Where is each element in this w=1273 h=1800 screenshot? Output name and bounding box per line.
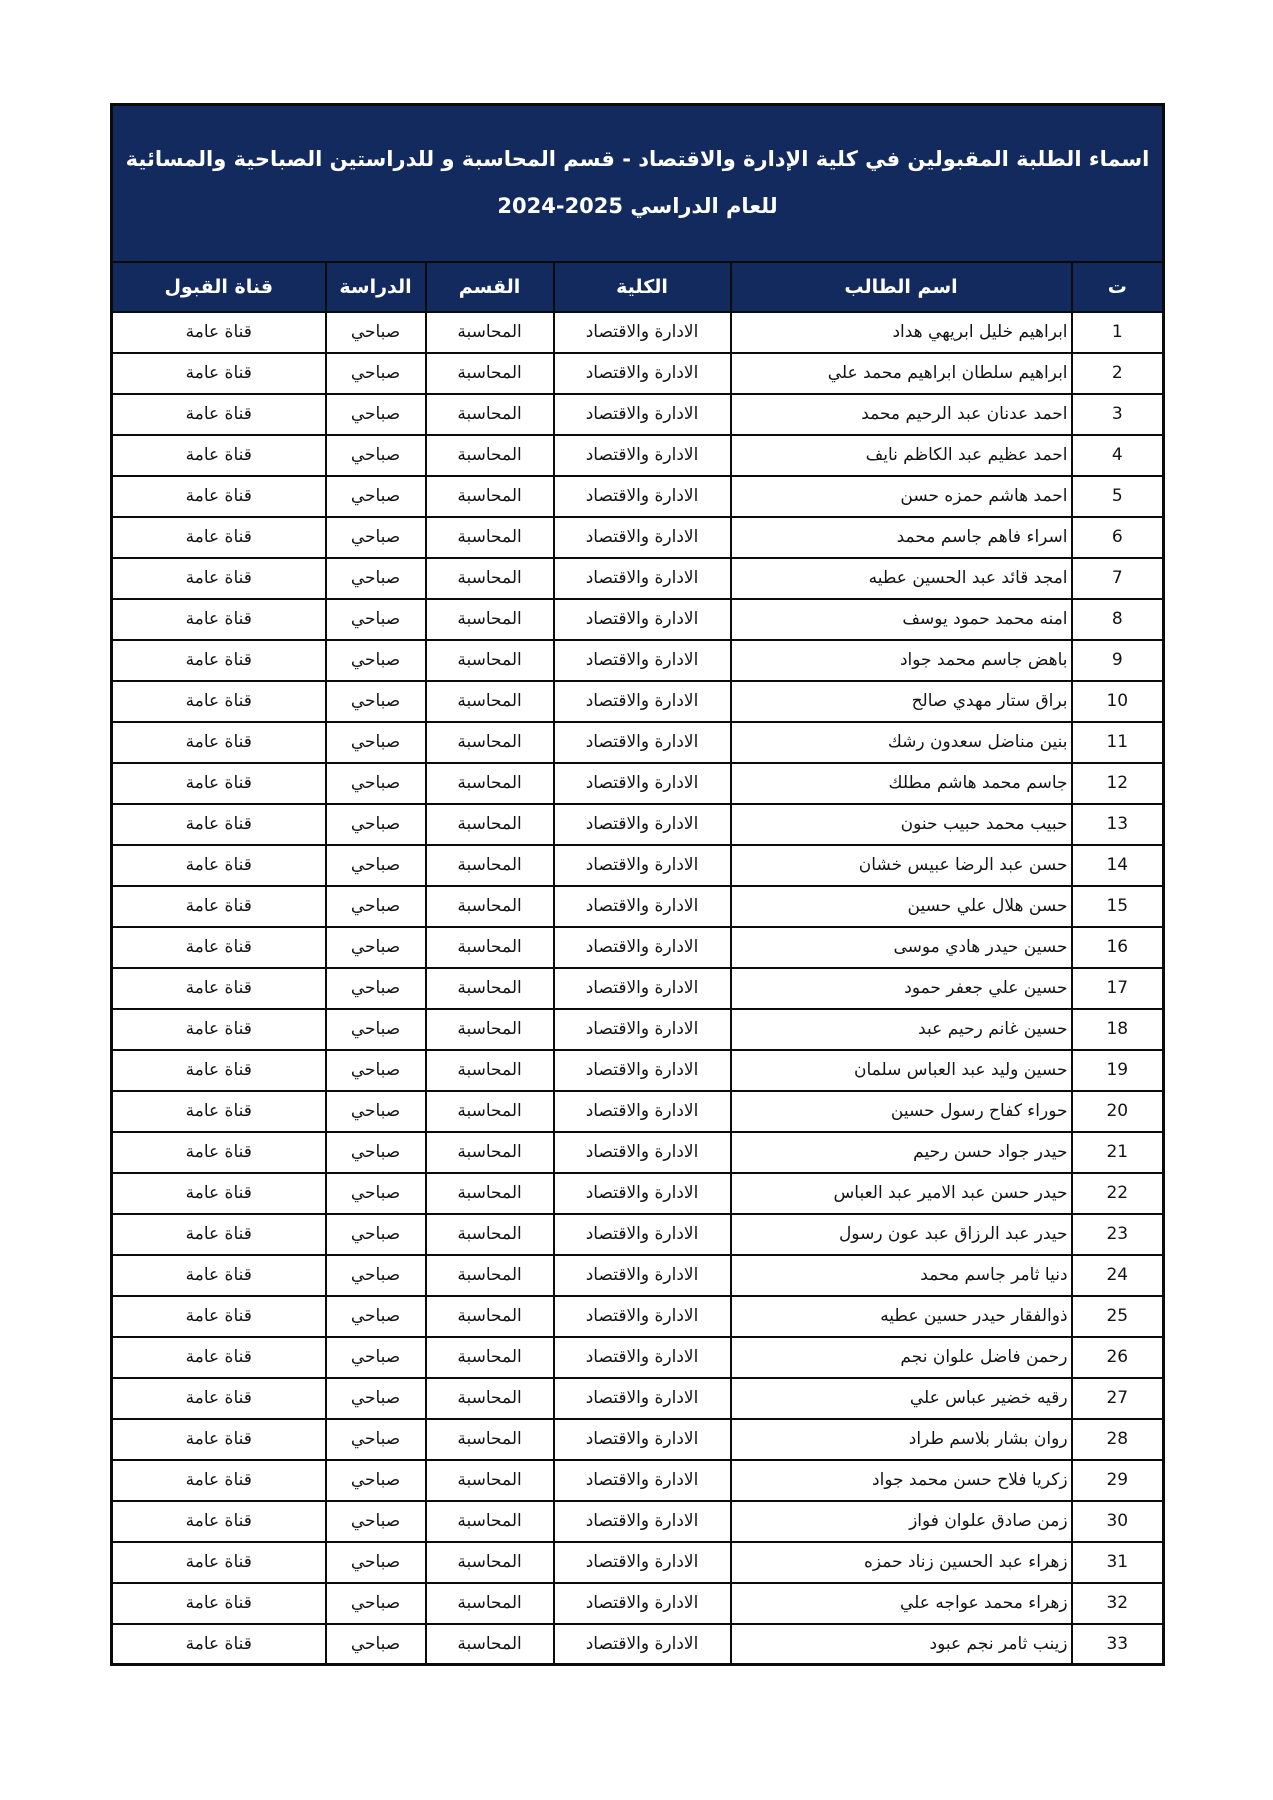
cell-department: المحاسبة (426, 394, 554, 435)
cell-department: المحاسبة (426, 927, 554, 968)
cell-college: الادارة والاقتصاد (554, 599, 731, 640)
cell-number: 13 (1072, 804, 1164, 845)
cell-college: الادارة والاقتصاد (554, 722, 731, 763)
cell-student-name: حسن عبد الرضا عبيس خشان (731, 845, 1072, 886)
cell-student-name: روان بشار بلاسم طراد (731, 1419, 1072, 1460)
cell-study: صباحي (326, 1050, 426, 1091)
table-row (112, 517, 1164, 558)
table-row (112, 312, 1164, 353)
table-row (112, 1542, 1164, 1583)
cell-number: 32 (1072, 1583, 1164, 1624)
cell-college: الادارة والاقتصاد (554, 681, 731, 722)
cell-admission-channel: قناة عامة (112, 476, 326, 517)
cell-study: صباحي (326, 1460, 426, 1501)
table-row (112, 1296, 1164, 1337)
cell-admission-channel: قناة عامة (112, 1091, 326, 1132)
table-row (112, 1132, 1164, 1173)
table-row (112, 1050, 1164, 1091)
cell-student-name: زهراء محمد عواجه علي (731, 1583, 1072, 1624)
cell-admission-channel: قناة عامة (112, 1542, 326, 1583)
cell-admission-channel: قناة عامة (112, 1583, 326, 1624)
cell-admission-channel: قناة عامة (112, 1624, 326, 1665)
cell-student-name: امنه محمد حمود يوسف (731, 599, 1072, 640)
cell-college: الادارة والاقتصاد (554, 1378, 731, 1419)
cell-college: الادارة والاقتصاد (554, 394, 731, 435)
column-header-college: الكلية (554, 262, 731, 312)
cell-study: صباحي (326, 1419, 426, 1460)
cell-department: المحاسبة (426, 435, 554, 476)
cell-number: 1 (1072, 312, 1164, 353)
cell-study: صباحي (326, 845, 426, 886)
table-row (112, 804, 1164, 845)
table-row (112, 927, 1164, 968)
cell-number: 7 (1072, 558, 1164, 599)
cell-admission-channel: قناة عامة (112, 1337, 326, 1378)
cell-number: 22 (1072, 1173, 1164, 1214)
cell-study: صباحي (326, 1091, 426, 1132)
table-row (112, 1255, 1164, 1296)
cell-department: المحاسبة (426, 599, 554, 640)
table-row (112, 1419, 1164, 1460)
cell-student-name: حسين حيدر هادي موسى (731, 927, 1072, 968)
cell-admission-channel: قناة عامة (112, 681, 326, 722)
cell-study: صباحي (326, 1337, 426, 1378)
cell-number: 9 (1072, 640, 1164, 681)
cell-department: المحاسبة (426, 1296, 554, 1337)
cell-study: صباحي (326, 681, 426, 722)
cell-department: المحاسبة (426, 1583, 554, 1624)
cell-college: الادارة والاقتصاد (554, 1624, 731, 1665)
column-header-name: اسم الطالب (731, 262, 1072, 312)
page-title-line-2: للعام الدراسي 2025-2024 (497, 194, 778, 219)
cell-number: 31 (1072, 1542, 1164, 1583)
cell-student-name: زكريا فلاح حسن محمد جواد (731, 1460, 1072, 1501)
cell-admission-channel: قناة عامة (112, 845, 326, 886)
cell-department: المحاسبة (426, 1337, 554, 1378)
column-header-study: الدراسة (326, 262, 426, 312)
table-row (112, 845, 1164, 886)
cell-admission-channel: قناة عامة (112, 968, 326, 1009)
cell-study: صباحي (326, 476, 426, 517)
cell-student-name: زمن صادق علوان فواز (731, 1501, 1072, 1542)
table-row (112, 1173, 1164, 1214)
cell-admission-channel: قناة عامة (112, 353, 326, 394)
cell-study: صباحي (326, 1296, 426, 1337)
cell-number: 18 (1072, 1009, 1164, 1050)
cell-student-name: ذوالفقار حيدر حسين عطيه (731, 1296, 1072, 1337)
cell-admission-channel: قناة عامة (112, 435, 326, 476)
cell-admission-channel: قناة عامة (112, 722, 326, 763)
cell-student-name: حبيب محمد حبيب حنون (731, 804, 1072, 845)
cell-number: 25 (1072, 1296, 1164, 1337)
cell-college: الادارة والاقتصاد (554, 1214, 731, 1255)
cell-number: 15 (1072, 886, 1164, 927)
cell-study: صباحي (326, 1624, 426, 1665)
table-row (112, 681, 1164, 722)
cell-department: المحاسبة (426, 476, 554, 517)
students-table (110, 103, 1165, 1666)
cell-student-name: باهض جاسم محمد جواد (731, 640, 1072, 681)
cell-number: 27 (1072, 1378, 1164, 1419)
cell-college: الادارة والاقتصاد (554, 845, 731, 886)
table-row (112, 476, 1164, 517)
cell-student-name: حيدر حسن عبد الامير عبد العباس (731, 1173, 1072, 1214)
table-row (112, 722, 1164, 763)
table-row (112, 1214, 1164, 1255)
cell-college: الادارة والاقتصاد (554, 968, 731, 1009)
table-row (112, 763, 1164, 804)
cell-study: صباحي (326, 1009, 426, 1050)
cell-number: 2 (1072, 353, 1164, 394)
cell-department: المحاسبة (426, 804, 554, 845)
cell-admission-channel: قناة عامة (112, 1214, 326, 1255)
cell-department: المحاسبة (426, 1214, 554, 1255)
table-row (112, 1624, 1164, 1665)
cell-department: المحاسبة (426, 1624, 554, 1665)
table-row (112, 394, 1164, 435)
cell-study: صباحي (326, 804, 426, 845)
cell-college: الادارة والاقتصاد (554, 353, 731, 394)
cell-college: الادارة والاقتصاد (554, 312, 731, 353)
column-header-department: القسم (426, 262, 554, 312)
cell-study: صباحي (326, 558, 426, 599)
cell-study: صباحي (326, 640, 426, 681)
cell-admission-channel: قناة عامة (112, 1419, 326, 1460)
cell-admission-channel: قناة عامة (112, 394, 326, 435)
cell-college: الادارة والاقتصاد (554, 435, 731, 476)
cell-number: 12 (1072, 763, 1164, 804)
cell-department: المحاسبة (426, 517, 554, 558)
cell-college: الادارة والاقتصاد (554, 1296, 731, 1337)
cell-department: المحاسبة (426, 558, 554, 599)
cell-student-name: احمد هاشم حمزه حسن (731, 476, 1072, 517)
cell-study: صباحي (326, 1542, 426, 1583)
cell-student-name: حيدر عبد الرزاق عبد عون رسول (731, 1214, 1072, 1255)
cell-number: 24 (1072, 1255, 1164, 1296)
cell-admission-channel: قناة عامة (112, 1255, 326, 1296)
cell-student-name: ابراهيم خليل ابريهي هداد (731, 312, 1072, 353)
cell-study: صباحي (326, 1173, 426, 1214)
document-sheet (110, 103, 1162, 1666)
cell-admission-channel: قناة عامة (112, 1378, 326, 1419)
cell-department: المحاسبة (426, 1378, 554, 1419)
cell-department: المحاسبة (426, 968, 554, 1009)
cell-study: صباحي (326, 1583, 426, 1624)
table-row (112, 1501, 1164, 1542)
cell-admission-channel: قناة عامة (112, 1296, 326, 1337)
cell-number: 11 (1072, 722, 1164, 763)
cell-department: المحاسبة (426, 1009, 554, 1050)
cell-student-name: حسين وليد عبد العباس سلمان (731, 1050, 1072, 1091)
table-row (112, 1460, 1164, 1501)
column-header-channel: قناة القبول (112, 262, 326, 312)
cell-department: المحاسبة (426, 1460, 554, 1501)
cell-study: صباحي (326, 1255, 426, 1296)
cell-study: صباحي (326, 1132, 426, 1173)
cell-student-name: احمد عظيم عبد الكاظم نايف (731, 435, 1072, 476)
cell-department: المحاسبة (426, 1091, 554, 1132)
table-row (112, 640, 1164, 681)
cell-college: الادارة والاقتصاد (554, 1501, 731, 1542)
cell-student-name: بنين مناضل سعدون رشك (731, 722, 1072, 763)
cell-study: صباحي (326, 1501, 426, 1542)
cell-admission-channel: قناة عامة (112, 1501, 326, 1542)
cell-student-name: رقيه خضير عباس علي (731, 1378, 1072, 1419)
table-row (112, 558, 1164, 599)
cell-number: 20 (1072, 1091, 1164, 1132)
table-row (112, 886, 1164, 927)
cell-number: 28 (1072, 1419, 1164, 1460)
column-header-number: ت (1072, 262, 1164, 312)
cell-student-name: حسين علي جعفر حمود (731, 968, 1072, 1009)
cell-number: 4 (1072, 435, 1164, 476)
cell-college: الادارة والاقتصاد (554, 1173, 731, 1214)
cell-number: 19 (1072, 1050, 1164, 1091)
cell-study: صباحي (326, 763, 426, 804)
cell-admission-channel: قناة عامة (112, 1009, 326, 1050)
cell-department: المحاسبة (426, 1419, 554, 1460)
cell-admission-channel: قناة عامة (112, 1173, 326, 1214)
cell-student-name: حسين غانم رحيم عبد (731, 1009, 1072, 1050)
cell-student-name: زينب ثامر نجم عبود (731, 1624, 1072, 1665)
cell-study: صباحي (326, 394, 426, 435)
cell-admission-channel: قناة عامة (112, 517, 326, 558)
cell-admission-channel: قناة عامة (112, 927, 326, 968)
cell-number: 16 (1072, 927, 1164, 968)
page-title-line-1: اسماء الطلبة المقبولين في كلية الإدارة والاقتصاد - قسم المحاسبة و للدراستين الصباحية والمسائية (125, 147, 1150, 172)
cell-department: المحاسبة (426, 1255, 554, 1296)
cell-number: 3 (1072, 394, 1164, 435)
cell-study: صباحي (326, 886, 426, 927)
cell-number: 6 (1072, 517, 1164, 558)
cell-study: صباحي (326, 435, 426, 476)
cell-number: 14 (1072, 845, 1164, 886)
cell-study: صباحي (326, 517, 426, 558)
cell-student-name: جاسم محمد هاشم مطلك (731, 763, 1072, 804)
table-row (112, 1009, 1164, 1050)
cell-college: الادارة والاقتصاد (554, 763, 731, 804)
cell-admission-channel: قناة عامة (112, 599, 326, 640)
cell-admission-channel: قناة عامة (112, 640, 326, 681)
cell-college: الادارة والاقتصاد (554, 1009, 731, 1050)
cell-admission-channel: قناة عامة (112, 1460, 326, 1501)
cell-admission-channel: قناة عامة (112, 312, 326, 353)
header-row (112, 262, 1164, 312)
table-row (112, 1337, 1164, 1378)
cell-college: الادارة والاقتصاد (554, 558, 731, 599)
cell-college: الادارة والاقتصاد (554, 1542, 731, 1583)
cell-number: 10 (1072, 681, 1164, 722)
cell-college: الادارة والاقتصاد (554, 804, 731, 845)
table-row (112, 968, 1164, 1009)
cell-number: 23 (1072, 1214, 1164, 1255)
cell-number: 5 (1072, 476, 1164, 517)
cell-student-name: حسن هلال علي حسين (731, 886, 1072, 927)
cell-college: الادارة والاقتصاد (554, 1050, 731, 1091)
page-title (112, 105, 1164, 262)
cell-college: الادارة والاقتصاد (554, 1460, 731, 1501)
cell-admission-channel: قناة عامة (112, 558, 326, 599)
cell-student-name: دنيا ثامر جاسم محمد (731, 1255, 1072, 1296)
cell-number: 30 (1072, 1501, 1164, 1542)
cell-college: الادارة والاقتصاد (554, 640, 731, 681)
cell-college: الادارة والاقتصاد (554, 1091, 731, 1132)
cell-number: 33 (1072, 1624, 1164, 1665)
cell-department: المحاسبة (426, 353, 554, 394)
cell-study: صباحي (326, 1378, 426, 1419)
table-row (112, 353, 1164, 394)
cell-study: صباحي (326, 312, 426, 353)
cell-student-name: براق ستار مهدي صالح (731, 681, 1072, 722)
cell-college: الادارة والاقتصاد (554, 1419, 731, 1460)
cell-student-name: حوراء كفاح رسول حسين (731, 1091, 1072, 1132)
cell-department: المحاسبة (426, 1542, 554, 1583)
cell-college: الادارة والاقتصاد (554, 1583, 731, 1624)
cell-study: صباحي (326, 968, 426, 1009)
title-row (112, 105, 1164, 262)
cell-department: المحاسبة (426, 312, 554, 353)
cell-admission-channel: قناة عامة (112, 1050, 326, 1091)
cell-study: صباحي (326, 1214, 426, 1255)
table-row (112, 1583, 1164, 1624)
table-row (112, 1091, 1164, 1132)
cell-study: صباحي (326, 722, 426, 763)
cell-number: 21 (1072, 1132, 1164, 1173)
cell-department: المحاسبة (426, 1501, 554, 1542)
cell-number: 29 (1072, 1460, 1164, 1501)
cell-department: المحاسبة (426, 681, 554, 722)
cell-student-name: زهراء عبد الحسين زناد حمزه (731, 1542, 1072, 1583)
cell-admission-channel: قناة عامة (112, 886, 326, 927)
cell-student-name: رحمن فاضل علوان نجم (731, 1337, 1072, 1378)
cell-college: الادارة والاقتصاد (554, 927, 731, 968)
cell-department: المحاسبة (426, 763, 554, 804)
cell-study: صباحي (326, 353, 426, 394)
cell-department: المحاسبة (426, 640, 554, 681)
table-row (112, 1378, 1164, 1419)
cell-department: المحاسبة (426, 1173, 554, 1214)
cell-study: صباحي (326, 927, 426, 968)
cell-admission-channel: قناة عامة (112, 804, 326, 845)
cell-student-name: حيدر جواد حسن رحيم (731, 1132, 1072, 1173)
cell-admission-channel: قناة عامة (112, 763, 326, 804)
cell-college: الادارة والاقتصاد (554, 1337, 731, 1378)
cell-number: 8 (1072, 599, 1164, 640)
cell-number: 26 (1072, 1337, 1164, 1378)
cell-college: الادارة والاقتصاد (554, 886, 731, 927)
cell-number: 17 (1072, 968, 1164, 1009)
cell-department: المحاسبة (426, 886, 554, 927)
cell-department: المحاسبة (426, 1132, 554, 1173)
table-row (112, 435, 1164, 476)
cell-college: الادارة والاقتصاد (554, 1132, 731, 1173)
cell-student-name: احمد عدنان عبد الرحيم محمد (731, 394, 1072, 435)
cell-college: الادارة والاقتصاد (554, 476, 731, 517)
cell-department: المحاسبة (426, 722, 554, 763)
cell-admission-channel: قناة عامة (112, 1132, 326, 1173)
cell-department: المحاسبة (426, 1050, 554, 1091)
cell-student-name: ابراهيم سلطان ابراهيم محمد علي (731, 353, 1072, 394)
cell-student-name: اسراء فاهم جاسم محمد (731, 517, 1072, 558)
cell-study: صباحي (326, 599, 426, 640)
cell-college: الادارة والاقتصاد (554, 517, 731, 558)
cell-college: الادارة والاقتصاد (554, 1255, 731, 1296)
cell-department: المحاسبة (426, 845, 554, 886)
table-row (112, 599, 1164, 640)
cell-student-name: امجد قائد عبد الحسين عطيه (731, 558, 1072, 599)
